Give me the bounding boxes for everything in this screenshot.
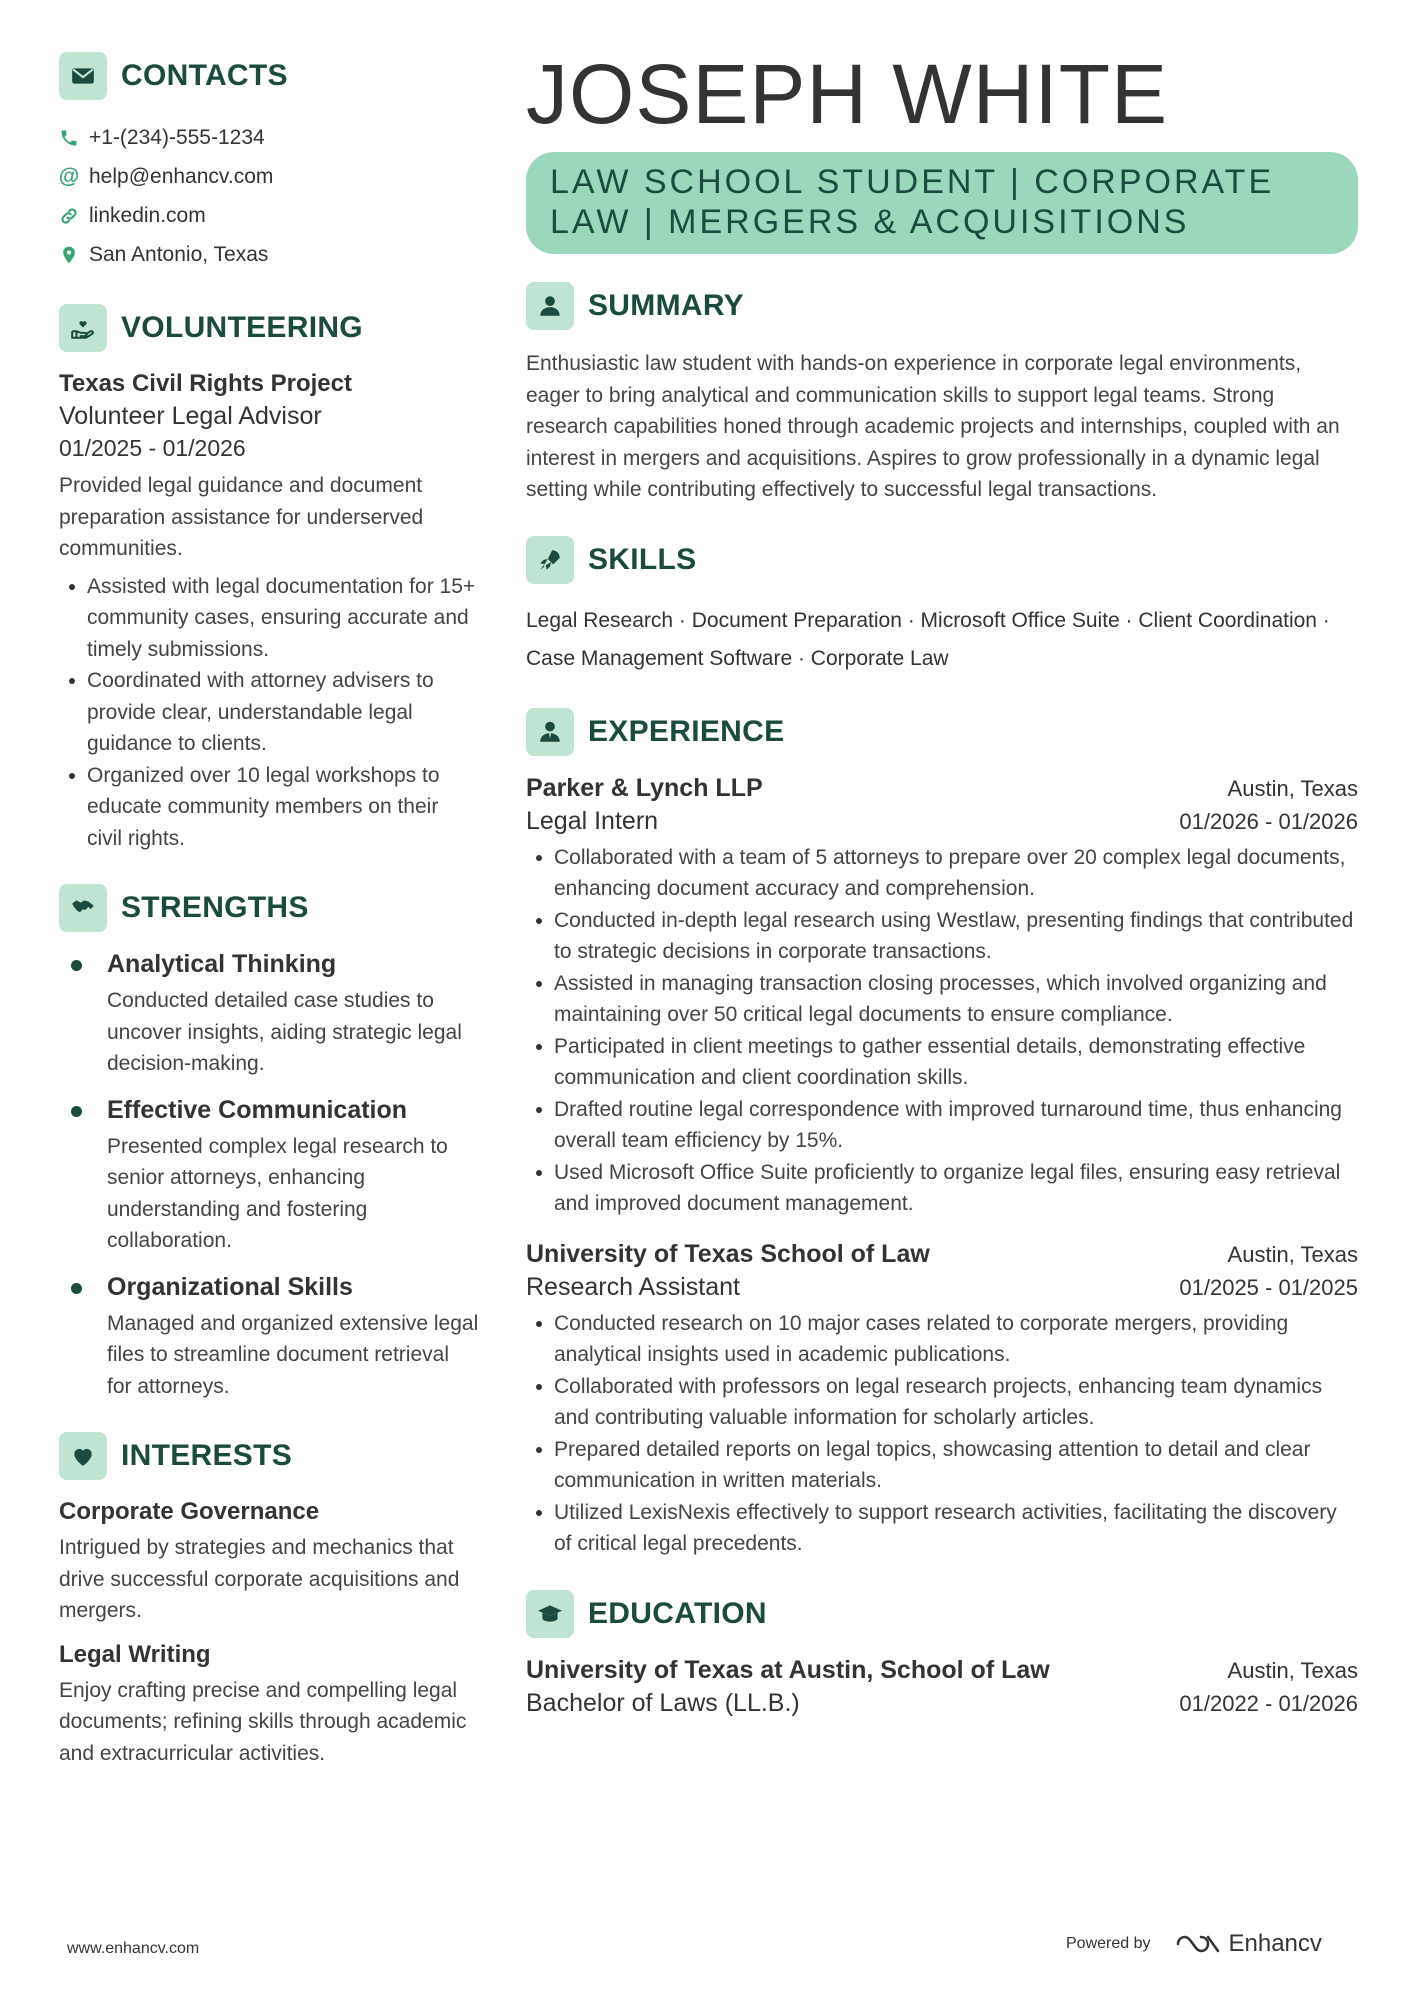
list-item: Organized over 10 legal workshops to educate community members on their civil rights.: [59, 760, 479, 855]
contacts-header: [59, 52, 479, 100]
left-column: [59, 52, 479, 1783]
list-item: Utilized LexisNexis effectively to support research activities, facilitating the discovery of critical legal precedents.: [526, 1497, 1358, 1560]
location-text: San Antonio, Texas: [89, 242, 269, 266]
volunteering-header: [59, 304, 479, 352]
strength-title: Analytical Thinking: [107, 950, 337, 978]
interest-desc: Enjoy crafting precise and compelling legal documents; refining skills through academic and extracurricular activities.: [59, 1678, 467, 1765]
footer-website[interactable]: www.enhancv.com: [67, 1940, 200, 1957]
location-pin-icon: [59, 245, 79, 265]
experience-subhead: [526, 1273, 1358, 1302]
experience-location: Austin, Texas: [1227, 775, 1358, 801]
experience-dates: 01/2025 - 01/2025: [1179, 1274, 1358, 1300]
interest-desc: Intrigued by strategies and mechanics that drive successful corporate acquisitions and mergers.: [59, 1536, 460, 1622]
volunteering-org: Texas Civil Rights Project: [59, 370, 352, 397]
education-entry: [526, 1656, 1358, 1718]
list-item: Prepared detailed reports on legal topics, showcasing attention to detail and clear communication in written materials.: [526, 1434, 1358, 1497]
briefcase-person-icon: [526, 708, 574, 756]
education-title: EDUCATION: [588, 1596, 767, 1630]
experience-head: [526, 1240, 1358, 1269]
contacts-title: CONTACTS: [121, 59, 288, 92]
email-text: help@enhancv.com: [89, 164, 274, 188]
phone-icon: [59, 128, 79, 148]
contact-location: [59, 235, 479, 274]
volunteering-role: Volunteer Legal Advisor: [59, 402, 322, 430]
list-item: Coordinated with attorney advisers to provide clear, understandable legal guidance to clients.: [59, 665, 479, 760]
title-line-2: LAW | MERGERS & ACQUISITIONS: [550, 203, 1190, 241]
heart-icon: [59, 1432, 107, 1480]
experience-company: Parker & Lynch LLP: [526, 773, 763, 802]
linkedin-text: linkedin.com: [89, 203, 206, 227]
hand-heart-icon: [59, 304, 107, 352]
experience-header: [526, 708, 1358, 756]
skills-header: [526, 536, 1358, 584]
enhancv-wordmark: Enhancv: [1228, 1930, 1322, 1957]
graduation-cap-icon: [526, 1590, 574, 1638]
experience-company: University of Texas School of Law: [526, 1239, 930, 1268]
interest-title: Corporate Governance: [59, 1498, 320, 1525]
bullet-dot-icon: [71, 960, 82, 971]
list-item: Used Microsoft Office Suite proficiently to organize legal files, ensuring easy retrieval and improved document management.: [526, 1157, 1358, 1220]
powered-by-label: Powered by: [1066, 1935, 1151, 1952]
handshake-icon: [59, 884, 107, 932]
list-item: Drafted routine legal correspondence with improved turnaround time, thus enhancing overall team efficiency by 15%.: [526, 1094, 1358, 1157]
skills-title: SKILLS: [588, 542, 697, 576]
contact-phone[interactable]: [59, 118, 479, 157]
rocket-icon: [526, 536, 574, 584]
list-item: Participated in client meetings to gather essential details, demonstrating effective communication and client coordination skills.: [526, 1031, 1358, 1094]
interest-item: [59, 1498, 479, 1627]
strength-item: [59, 1096, 479, 1257]
strength-item: [59, 1273, 479, 1403]
list-item: Collaborated with professors on legal research projects, enhancing team dynamics and contributing valuable information for scholarly articles.: [526, 1371, 1358, 1434]
enhancv-logo[interactable]: [1175, 1930, 1322, 1958]
volunteering-description: Provided legal guidance and document preparation assistance for underserved communities.: [59, 474, 424, 560]
education-header: [526, 1590, 1358, 1638]
volunteering-bullets: [59, 571, 479, 855]
envelope-icon: [59, 52, 107, 100]
person-icon: [526, 282, 574, 330]
education-school: University of Texas at Austin, School of Law: [526, 1655, 1050, 1684]
education-head: [526, 1656, 1358, 1685]
contact-linkedin[interactable]: [59, 196, 479, 235]
education-subhead: [526, 1689, 1358, 1718]
footer-powered: [1066, 1930, 1322, 1958]
strengths-title: STRENGTHS: [121, 891, 309, 924]
education-dates: 01/2022 - 01/2026: [1179, 1690, 1358, 1716]
list-item: Conducted in-depth legal research using Westlaw, presenting findings that contributed to strategic decisions in corporate transactions.: [526, 905, 1358, 968]
education-degree: Bachelor of Laws (LL.B.): [526, 1688, 800, 1717]
at-icon: @: [58, 164, 80, 188]
interests-title: INTERESTS: [121, 1439, 293, 1472]
strength-desc: Conducted detailed case studies to uncover insights, aiding strategic legal decision-making.: [107, 989, 462, 1075]
skills-list: [526, 602, 1358, 678]
volunteering-entry: [59, 370, 479, 854]
volunteering-title: VOLUNTEERING: [121, 311, 363, 344]
strength-title: Effective Communication: [107, 1095, 408, 1124]
experience-role: Research Assistant: [526, 1272, 740, 1301]
list-item: Conducted research on 10 major cases related to corporate mergers, providing analytical insights used in academic publications.: [526, 1308, 1358, 1371]
bullet-dot-icon: [71, 1283, 82, 1294]
experience-subhead: [526, 807, 1358, 836]
contact-email[interactable]: [59, 157, 479, 196]
interest-title: Legal Writing: [59, 1640, 211, 1668]
summary-text: Enthusiastic law student with hands-on experience in corporate legal environments, eager to bring analytical and communication skills to support legal teams. Strong research capabilities honed through academic projects and internships, coupled with an interest in mergers and acquisitions. Aspires to grow professionally in a dynamic legal setting while contributing effectively to successful legal transactions.: [526, 352, 1340, 501]
phone-text: +1-(234)-555-1234: [89, 125, 265, 149]
list-item: Assisted with legal documentation for 15+ community cases, ensuring accurate and timely submissions.: [59, 571, 479, 666]
link-icon: [59, 206, 79, 226]
summary-header: [526, 282, 1358, 330]
summary-title: SUMMARY: [588, 289, 744, 322]
strengths-list: [59, 950, 479, 1402]
experience-bullets: [526, 1308, 1358, 1560]
right-column: [526, 47, 1358, 1738]
skills-line-2: Case Management Software · Corporate Law: [526, 646, 949, 670]
interests-header: [59, 1432, 479, 1480]
experience-dates: 01/2026 - 01/2026: [1179, 808, 1358, 834]
interest-item: [59, 1641, 479, 1770]
experience-location: Austin, Texas: [1227, 1241, 1358, 1267]
title-band: [526, 152, 1358, 254]
experience-entry: [526, 1240, 1358, 1560]
bullet-dot-icon: [71, 1106, 82, 1117]
skills-line-1: Legal Research · Document Preparation · Microsoft Office Suite · Client Coordination ·: [526, 608, 1330, 632]
strength-item: [59, 950, 479, 1080]
candidate-name: JOSEPH WHITE: [526, 47, 1169, 141]
title-line-1: LAW SCHOOL STUDENT | CORPORATE: [550, 163, 1275, 201]
strength-title: Organizational Skills: [107, 1272, 353, 1301]
strength-desc: Presented complex legal research to senior attorneys, enhancing understanding and fostering collaboration.: [107, 1134, 448, 1252]
volunteering-dates: 01/2025 - 01/2026: [59, 435, 246, 461]
experience-title: EXPERIENCE: [588, 714, 785, 748]
list-item: Collaborated with a team of 5 attorneys to prepare over 20 complex legal documents, enhancing document accuracy and comprehension.: [526, 842, 1358, 905]
education-location: Austin, Texas: [1227, 1657, 1358, 1683]
strengths-header: [59, 884, 479, 932]
experience-head: [526, 774, 1358, 803]
enhancv-mark-icon: [1175, 1932, 1221, 1956]
strength-desc: Managed and organized extensive legal files to streamline document retrieval for attorneys.: [107, 1311, 479, 1398]
experience-role: Legal Intern: [526, 806, 659, 835]
interests-list: [59, 1498, 479, 1769]
experience-entry: [526, 774, 1358, 1220]
contacts-list: [59, 118, 479, 274]
experience-bullets: [526, 842, 1358, 1220]
list-item: Assisted in managing transaction closing processes, which involved organizing and maintaining over 50 critical legal documents to ensure compliance.: [526, 968, 1358, 1031]
